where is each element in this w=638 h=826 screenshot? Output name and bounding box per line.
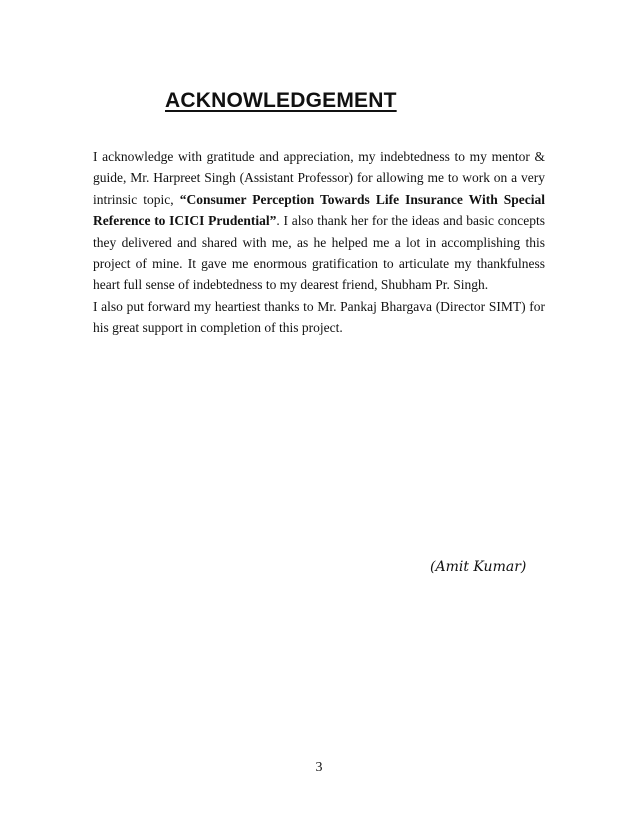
paragraph-rest: . I also thank her for the ideas and basic concepts they delivered and shared with me, as he helped me a lot in accomplishing this project of mine. It gave me enormous gratification to articulate my thankfulness heart full sense of indebtedness to my dearest friend, Shubham Pr. Singh. [93, 213, 546, 293]
body-text [93, 146, 545, 339]
paragraph-intro: I acknowledge with gratitude and appreciation, my indebtedness to my mentor & guide, Mr. Harpreet Singh (Assistant Professor) for allowing me to work on a very intrinsic topic, [93, 149, 545, 207]
paragraph-thanks: I also put forward my heartiest thanks to Mr. Pankaj Bhargava (Director SIMT) for his great support in completion of this project. [93, 298, 545, 336]
page-number: 3 [315, 760, 323, 775]
paragraph-gratitude [93, 146, 545, 296]
signature: (Amit Kumar) [430, 559, 527, 575]
project-topic: “Consumer Perception Towards Life Insurance With Special Reference to ICICI Prudential” [93, 191, 545, 229]
page-title: ACKNOWLEDGEMENT [165, 89, 397, 112]
